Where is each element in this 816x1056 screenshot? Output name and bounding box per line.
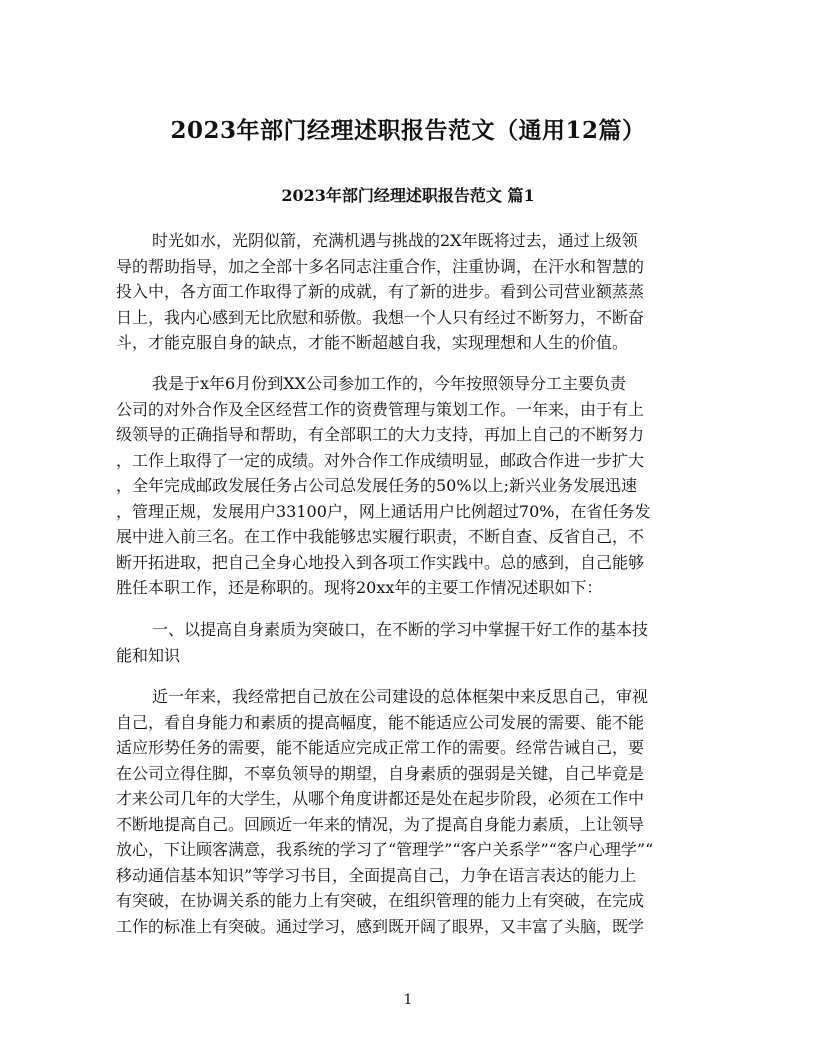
paragraph-line: 适应形势任务的需要，能不能适应完成正常工作的需要。经常告诫自己，要 [116,738,645,757]
page-number: 1 [403,992,413,1008]
paragraph-1 [116,228,700,356]
paragraph-line: 移动通信基本知识”等学习书目，全面提高自己，力争在语言表达的能力上 [116,865,637,885]
paragraph-line: 近一年来，我经常把自己放在公司建设的总体框架中来反思自己，审视 [152,687,649,706]
paragraph-line: 能和知识 [116,645,181,665]
paragraph-line: 公司的对外合作及全区经营工作的资费管理与策划工作。一年来，由于有上 [116,399,645,419]
paragraph-line: 胜任本职工作，还是称职的。现将20xx年的主要工作情况述职如下： [116,578,603,597]
paragraph-line: 日上，我内心感到无比欣慰和骄傲。我想一个人只有经过不断努力，不断奋 [116,307,645,327]
paragraph-line: 有突破，在协调关系的能力上有突破，在组织管理的能力上有突破，在完成 [116,891,645,910]
paragraph-line: 导的帮助指导，加之全部十多名同志注重合作，注重协调，在汗水和智慧的 [116,256,645,276]
paragraph-line: 断开拓进取，把自己全身心地投入到各项工作实践中。总的感到，自己能够 [116,552,645,572]
paragraph-line: 工作的标准上有突破。通过学习，感到既开阔了眼界，又丰富了头脑，既学 [116,916,645,936]
paragraph-3 [116,617,700,668]
paragraph-line: 放心，下让顾客满意，我系统的学习了“管理学”“客户关系学”“客户心理学”“ [116,840,654,859]
paragraph-line: 我是于x年6月份到XX公司参加工作的，今年按照领导分工主要负责 [152,374,626,393]
paragraph-line: 不断地提高自己。回顾近一年来的情况，为了提高自身能力素质，上让领导 [116,814,645,834]
paragraph-line: 展中进入前三名。在工作中我能够忠实履行职责，不断自查、反省自己，不 [116,527,645,546]
paragraph-line: 一、以提高自身素质为突破口，在不断的学习中掌握干好工作的基本技 [152,620,649,639]
paragraph-line: ，工作上取得了一定的成绩。对外合作工作成绩明显，邮政合作进一步扩大 [116,450,645,470]
paragraph-line: 自己，看自身能力和素质的提高幅度，能不能适应公司发展的需要、能不能 [116,712,645,732]
document-title: 2023年部门经理述职报告范文（通用12篇） [170,117,646,144]
paragraph-2 [116,371,700,601]
paragraph-line: 投入中，各方面工作取得了新的成就，有了新的进步。看到公司营业额蒸蒸 [116,282,645,301]
paragraph-line: ，全年完成邮政发展任务占公司总发展任务的50%以上;新兴业务发展迅速 [116,476,637,495]
paragraph-line: 级领导的正确指导和帮助，有全部职工的大力支持，再加上自己的不断努力 [116,425,645,444]
paragraph-line: ，管理正规，发展用户33100户，网上通话用户比例超过70%，在省任务发 [116,501,651,521]
paragraph-line: 斗，才能克服自身的缺点，才能不断超越自我，实现理想和人生的价值。 [116,333,629,352]
section-title: 2023年部门经理述职报告范文 篇1 [281,186,535,205]
paragraph-4 [116,684,700,939]
paragraph-line: 在公司立得住脚，不辜负领导的期望，自身素质的强弱是关键，自己毕竟是 [116,763,645,783]
paragraph-line: 才来公司几年的大学生，从哪个角度讲都还是处在起步阶段，必须在工作中 [116,789,645,808]
paragraph-line: 时光如水，光阴似箭，充满机遇与挑战的2X年既将过去，通过上级领 [152,231,638,250]
